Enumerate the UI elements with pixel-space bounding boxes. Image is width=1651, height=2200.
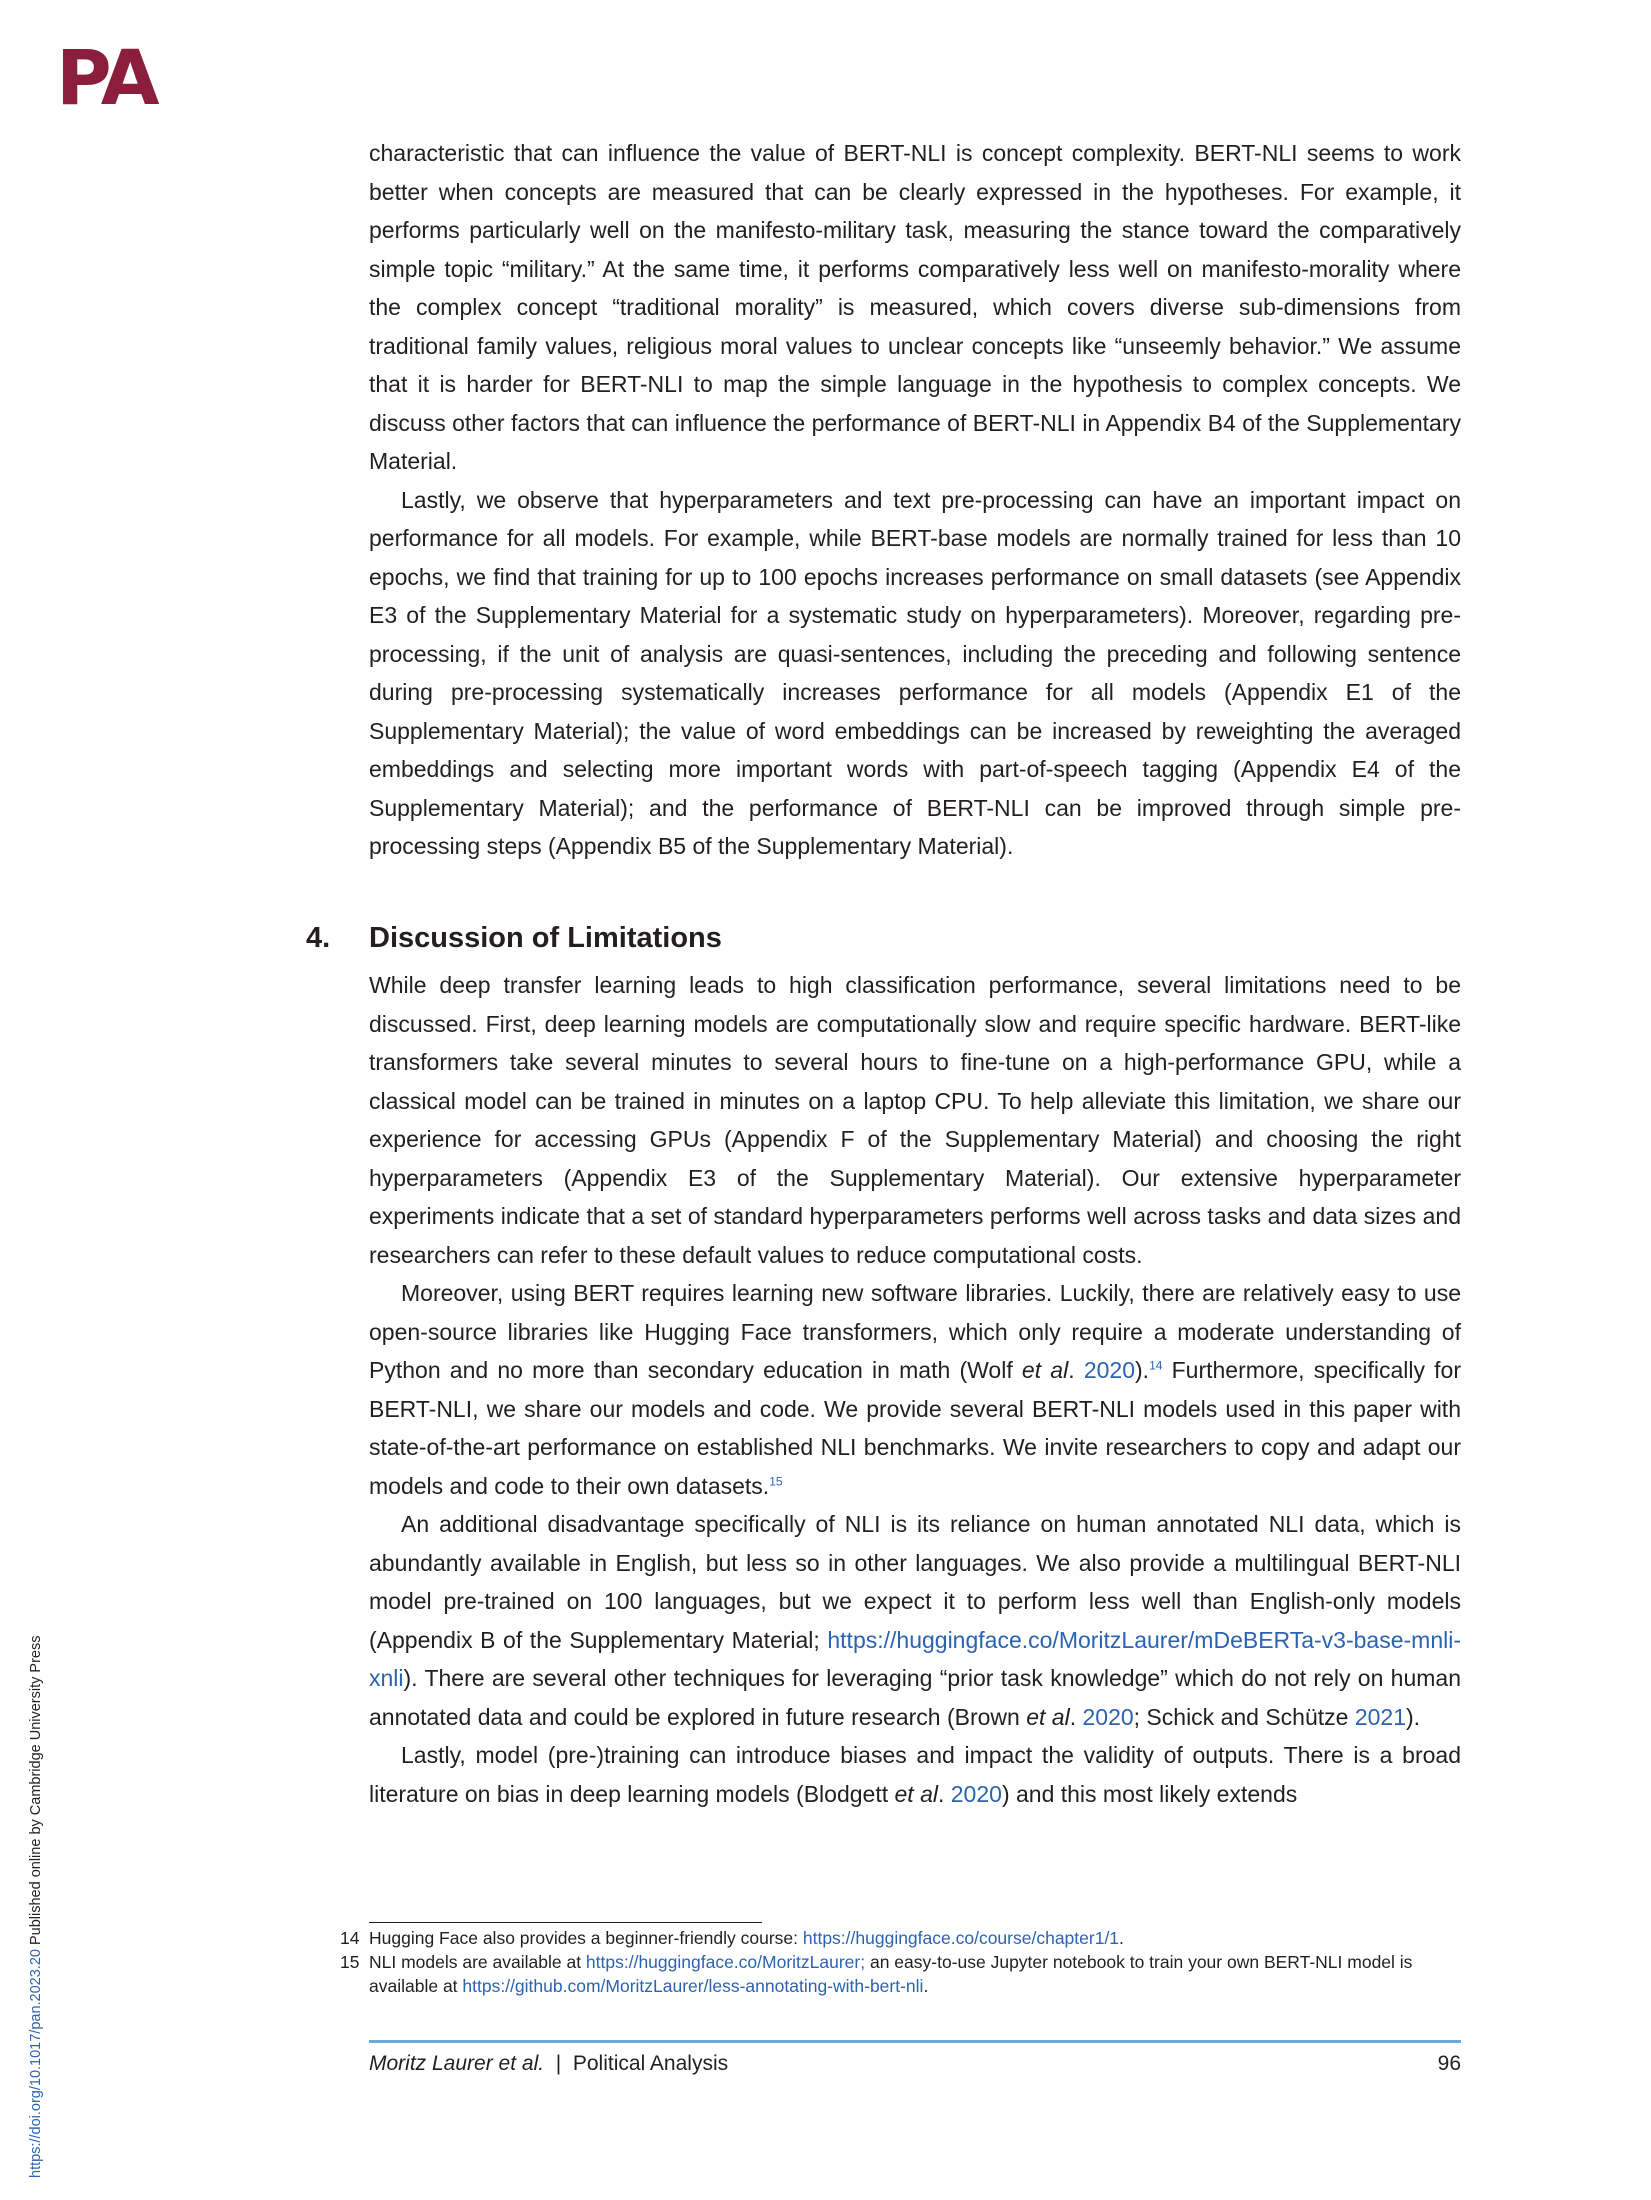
footnote-number: 14 [340, 1928, 360, 1948]
citation-schick-2021[interactable]: 2021 [1354, 1703, 1407, 1730]
models-link[interactable]: https://huggingface.co/MoritzLaurer; [585, 1952, 866, 1972]
paragraph-bias: Lastly, model (pre-)training can introduce biases and impact the validity of outputs. There is a broad literature on bias in deep learning models (Blodgett et al. 2020) and this most likely extends [369, 1742, 1461, 1807]
section-title: Discussion of Limitations [369, 922, 722, 954]
citation-brown-2020[interactable]: 2020 [1082, 1703, 1134, 1730]
footnote-ref-15[interactable]: 15 [769, 1473, 783, 1488]
footnote-ref-14[interactable]: 14 [1149, 1358, 1163, 1373]
section-heading [306, 922, 722, 955]
course-link[interactable]: https://huggingface.co/course/chapter1/1 [802, 1928, 1120, 1948]
footnote-divider [369, 1922, 762, 1923]
notebook-link[interactable]: https://github.com/MoritzLaurer/less-annotating-with-bert-nli [462, 1976, 924, 1996]
body-top [369, 134, 1461, 866]
page-footer [369, 2052, 1461, 2076]
footer-authors: Moritz Laurer et al. [369, 2052, 545, 2075]
citation-blodgett-2020[interactable]: 2020 [950, 1780, 1002, 1807]
citation-wolf-2020[interactable]: 2020 [1083, 1357, 1135, 1383]
footnote-14: 14 Hugging Face also provides a beginner-friendly course: https://huggingface.co/course/chapter1/1. [340, 1928, 1124, 1948]
footer-separator: | [544, 2052, 573, 2075]
body-section [369, 966, 1461, 1813]
footnote-number: 15 [340, 1952, 360, 1972]
footer-divider [369, 2040, 1461, 2043]
paragraph-limitations: While deep transfer learning leads to high classification performance, several limitations need to be discussed. First, deep learning models are computationally slow and require specific hardware. BERT-like transformers take several minutes to several hours to fine-tune on a high-performance GPU, while a classical model can be trained in minutes on a laptop CPU. To help alleviate this limitation, we share our experience for accessing GPUs (Appendix F of the Supplementary Material) and choosing the right hyperparameters (Appendix E3 of the Supplementary Material). Our extensive hyperparameter experiments indicate that a set of standard hyperparameters performs well across tasks and data sizes and researchers can refer to these default values to reduce computational costs. [369, 972, 1461, 1268]
section-number: 4. [306, 922, 331, 954]
footnote-15: 15 NLI models are available at https://huggingface.co/MoritzLaurer; an easy-to-use Jupyter notebook to train your own BERT-NLI model is available at https://github.com/MoritzLaurer/less-annotating-with-bert-nli. [340, 1952, 1413, 1996]
journal-logo: PA [56, 33, 156, 122]
mdeberta-link[interactable]: https://huggingface.co/MoritzLaurer/mDeBERTa-v3-base-mnli-xnli [369, 1626, 1461, 1691]
paragraph-multilingual: An additional disadvantage specifically of NLI is its reliance on human annotated NLI data, which is abundantly available in English, but less so in other languages. We also provide a multilingual BERT-NLI model pre-trained on 100 languages, but we expect it to perform less well than English-only models (Appendix B of the Supplementary Material; https://huggingface.co/MoritzLaurer/mDeBERTa-v3-base-mnli-xnli). There are several other techniques for leveraging “prior task knowledge” which do not rely on human annotated data and could be explored in future research (Brown et al. 2020; Schick and Schütze 2021). [369, 1511, 1461, 1730]
page-number: 96 [1437, 2052, 1461, 2075]
doi-link[interactable]: https://doi.org/10.1017/pan.2023.20 [28, 1949, 44, 2178]
side-doi-note [28, 1636, 44, 2178]
footer-journal: Political Analysis [572, 2052, 729, 2075]
paragraph-libraries: Moreover, using BERT requires learning new software libraries. Luckily, there are relatively easy to use open-source libraries like Hugging Face transformers, which only require a moderate understanding of Python and no more than secondary education in math (Wolf et al. 2020).$^{14}$ Furthermore, specifically for BERT-NLI, we share our models and code. We provide several BERT-NLI models used in this paper with state-of-the-art performance on established NLI benchmarks. We invite researchers to copy and adapt our models and code to their own datasets.$^{15}$ [369, 1280, 1462, 1499]
paragraph-hyperparameters: Lastly, we observe that hyperparameters and text pre-processing can have an important impact on performance for all models. For example, while BERT-base models are normally trained for less than 10 epochs, we find that training for up to 100 epochs increases performance on small datasets (see Appendix E3 of the Supplementary Material for a systematic study on hyperparameters). Moreover, regarding pre-processing, if the unit of analysis are quasi-sentences, including the preceding and following sentence during pre-processing systematically increases performance for all models (Appendix E1 of the Supplementary Material); the value of word embeddings can be increased by reweighting the averaged embeddings and selecting more important words with part-of-speech tagging (Appendix E4 of the Supplementary Material); and the performance of BERT-NLI can be improved through simple pre-processing steps (Appendix B5 of the Supplementary Material). [369, 486, 1461, 859]
published-online-text: Published online by Cambridge University Press [28, 1635, 44, 1950]
paragraph-complexity: characteristic that can influence the value of BERT-NLI is concept complexity. BERT-NLI seems to work better when concepts are measured that can be clearly expressed in the hypotheses. For example, it performs particularly well on the manifesto-military task, measuring the stance toward the comparatively simple topic “military.” At the same time, it performs comparatively less well on manifesto-morality where the complex concept “traditional morality” is measured, which covers diverse sub-dimensions from traditional family values, religious moral values to unclear concepts like “unseemly behavior.” We assume that it is harder for BERT-NLI to map the simple language in the hypothesis to complex concepts. We discuss other factors that can influence the performance of BERT-NLI in Appendix B4 of the Supplementary Material. [369, 140, 1461, 474]
